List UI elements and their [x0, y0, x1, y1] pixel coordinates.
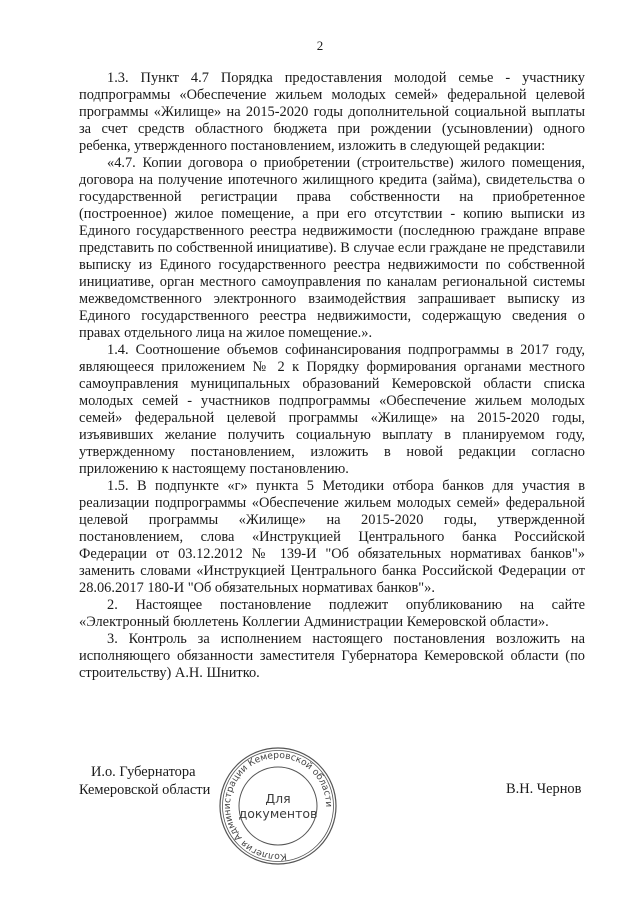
signatory-title: [79, 763, 210, 799]
stamp-ring-text: Коллегия Администрации Кемеровской области: [221, 749, 335, 863]
stamp-center: [217, 745, 339, 867]
paragraph-1-4: 1.4. Соотношение объемов софинансирования подпрограммы в 2017 году, являющееся приложением № 2 к Порядку формирования органами местного самоуправления муниципальных образований Кемеровской области списка молодых семей - участников подпрограммы «Обеспечение жильем молодых семей» федеральной целевой программы «Жилище» на 2015-2020 годы, изъявивших желание получить социальную выплату в планируемом году, утвержденному постановлением, изложить в новой редакции согласно приложению к настоящему постановлению.: [79, 342, 585, 477]
document-body: [79, 70, 585, 682]
stamp-inner-line2: документов: [238, 806, 318, 821]
signatory-name: В.Н. Чернов: [506, 781, 582, 797]
paragraph-3: 3. Контроль за исполнением настоящего постановления возложить на исполняющего обязанности заместителя Губернатора Кемеровской области (по строительству) А.Н. Шнитко.: [79, 631, 585, 681]
signatory-title-line2: Кемеровской области: [79, 782, 211, 798]
paragraph-4-7-quote: «4.7. Копии договора о приобретении (строительстве) жилого помещения, договора на получение ипотечного жилищного кредита (займа), свидетельства о государственной регистрации права собственности на приобретенное (построенное) жилое помещение, а при его отсутствии - копию выписки из Единого государственного реестра недвижимости (последнюю граждане вправе представить по собственной инициативе). В случае если граждане не представили выписку из Единого государственного реестра недвижимости по собственной инициативе, орган местного самоуправления по каналам региональной системы межведомственного электронного взаимодействия запрашивает выписку из Единого государственного реестра недвижимости, содержащую сведения о правах отдельного лица на жилое помещение.».: [79, 155, 585, 341]
stamp-inner-line1: Для: [265, 791, 291, 806]
paragraph-1-5: 1.5. В подпункте «г» пункта 5 Методики отбора банков для участия в реализации подпрограммы «Обеспечение жильем молодых семей» федеральной целевой программы «Жилище» на 2015-2020 годы, утвержденной постановлением, слова «Инструкцией Центрального банка Российской Федерации от 03.12.2012 № 139-И "Об обязательных нормативах банков"» заменить словами «Инструкцией Центрального банка Российской Федерации от 28.06.2017 180-И "Об обязательных нормативах банков"».: [79, 478, 585, 596]
official-stamp: [217, 745, 339, 867]
paragraph-1-3: 1.3. Пункт 4.7 Порядка предоставления молодой семье - участнику подпрограммы «Обеспечение жильем молодых семей» федеральной целевой программы «Жилище» на 2015-2020 годы дополнительной социальной выплаты за счет средств областного бюджета при рождении (усыновлении) одного ребенка, утвержденного постановлением, изложить в следующей редакции:: [79, 70, 585, 154]
page-number: 2: [316, 38, 324, 53]
signatory-title-line1: И.о. Губернатора: [91, 764, 196, 780]
paragraph-2: 2. Настоящее постановление подлежит опубликованию на сайте «Электронный бюллетень Коллегии Администрации Кемеровской области».: [79, 597, 585, 630]
